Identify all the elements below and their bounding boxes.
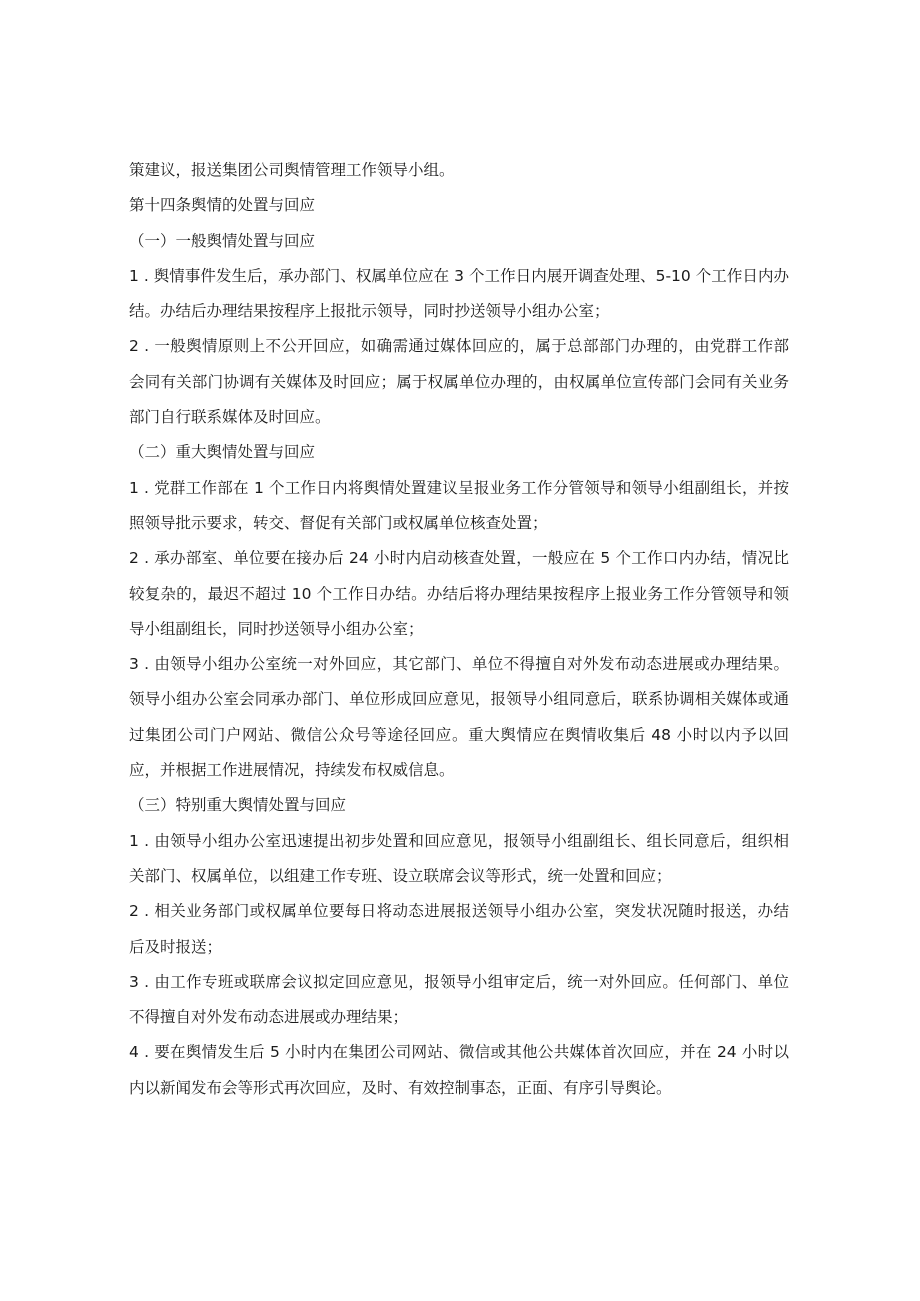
- document-body: [129, 153, 789, 1106]
- section-heading-major: （二）重大舆情处置与回应: [129, 443, 316, 462]
- general-item-1: 1 . 舆情事件发生后，承办部门、权属单位应在 3 个工作日内展开调查处理、5-10 个工作日内办结。办结后办理结果按程序上报批示领导，同时抄送领导小组办公室；: [129, 266, 789, 321]
- major-item-3: 3 . 由领导小组办公室统一对外回应，其它部门、单位不得擅自对外发布动态进展或办理结果。领导小组办公室会同承办部门、单位形成回应意见，报领导小组同意后，联系协调相关媒体或通过集团公司门户网站、微信公众号等途径回应。重大舆情应在舆情收集后 48 小时以内予以回应，并根据工作进展情况，持续发布权威信息。: [129, 655, 789, 780]
- section-heading-especially-major: （三）特别重大舆情处置与回应: [129, 796, 347, 815]
- especially-major-item-4: 4 . 要在舆情发生后 5 小时内在集团公司网站、微信或其他公共媒体首次回应，并在 24 小时以内以新闻发布会等形式再次回应，及时、有效控制事态，正面、有序引导舆论。: [129, 1043, 789, 1097]
- especially-major-item-1: 1 . 由领导小组办公室迅速提出初步处置和回应意见，报领导小组副组长、组长同意后，组织相关部门、权属单位，以组建工作专班、设立联席会议等形式，统一处置和回应；: [129, 831, 789, 885]
- paragraph-continuation: 策建议，报送集团公司舆情管理工作领导小组。: [129, 161, 455, 179]
- general-item-2: 2 . 一般舆情原则上不公开回应，如确需通过媒体回应的，属于总部部门办理的，由党群工作部会同有关部门协调有关媒体及时回应；属于权属单位办理的，由权属单位宣传部门会同有关业务部门自行联系媒体及时回应。: [129, 337, 789, 427]
- major-item-2: 2 . 承办部室、单位要在接办后 24 小时内启动核查处置，一般应在 5 个工作口内办结，情况比较复杂的，最迟不超过 10 个工作日办结。办结后将办理结果按程序上报业务工作分管领导和领导小组副组长，同时抄送领导小组办公室；: [129, 549, 789, 638]
- article-heading: 第十四条舆情的处置与回应: [129, 196, 316, 215]
- especially-major-item-2: 2 . 相关业务部门或权属单位要每日将动态进展报送领导小组办公室，突发状况随时报送，办结后及时报送；: [129, 902, 789, 956]
- section-heading-general: （一）一般舆情处置与回应: [129, 231, 316, 250]
- major-item-1: 1 . 党群工作部在 1 个工作日内将舆情处置建议呈报业务工作分管领导和领导小组副组长，并按照领导批示要求，转交、督促有关部门或权属单位核查处置；: [129, 478, 789, 532]
- especially-major-item-3: 3 . 由工作专班或联席会议拟定回应意见，报领导小组审定后，统一对外回应。任何部门、单位不得擅自对外发布动态进展或办理结果；: [129, 972, 789, 1027]
